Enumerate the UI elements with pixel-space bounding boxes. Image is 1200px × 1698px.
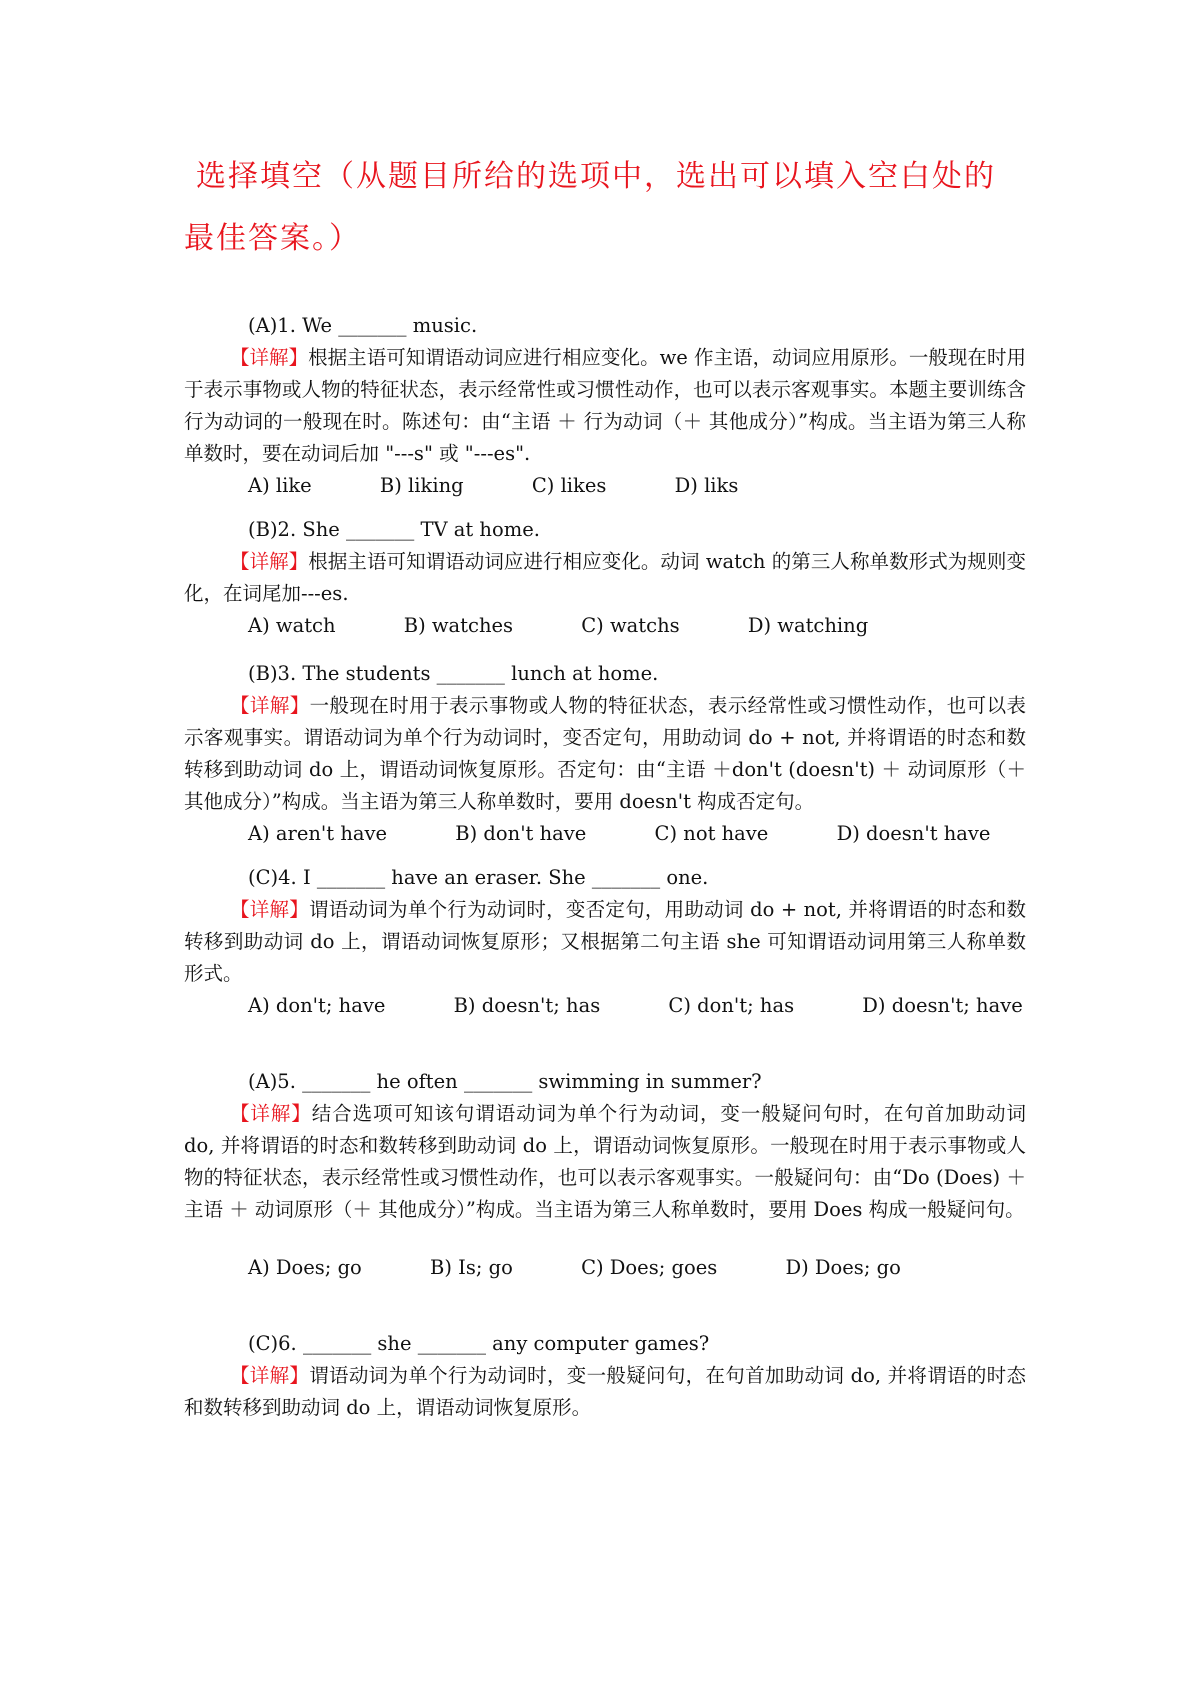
question-stem: (B)2. She _______ TV at home. [248, 518, 540, 541]
option-a: A) like [248, 474, 312, 497]
question-stem: (C)6. _______ she _______ any computer games? [248, 1332, 710, 1355]
explanation-text: 谓语动词为单个行为动词时，变一般疑问句，在句首加助动词 do, 并将谓语的时态和数转移到助动词 do 上，谓语动词恢复原形。 [184, 1364, 1026, 1419]
question-explanation [184, 342, 1026, 470]
question-1 [184, 310, 1026, 502]
question-4 [184, 862, 1026, 1022]
detail-tag: 【详解】 [230, 1364, 310, 1387]
option-a: A) aren't have [248, 822, 388, 845]
explanation-text: 结合选项可知该句谓语动词为单个行为动词，变一般疑问句时，在句首加助动词 do, 并将谓语的时态和数转移到助动词 do 上，谓语动词恢复原形。一般现在时用于表示事物或人物的特征状态，表示经常性或习惯性动作，也可以表示客观事实。一般疑问句：由“Do (Does) ＋ 主语 ＋ 动词原形（＋ 其他成分）”构成。当主语为第三人称单数时，要用 Does 构成一般疑问句。 [184, 1102, 1026, 1221]
option-d: D) doesn't; have [862, 994, 1023, 1017]
answer-options [184, 470, 1026, 502]
explanation-text: 根据主语可知谓语动词应进行相应变化。we 作主语，动词应用原形。一般现在时用于表示事物或人物的特征状态，表示经常性或习惯性动作，也可以表示客观事实。本题主要训练含行为动词的一般现在时。陈述句：由“主语 ＋ 行为动词（＋ 其他成分）”构成。当主语为第三人称单数时，要在动词后加 "---s" 或 "---es". [184, 346, 1026, 465]
detail-tag: 【详解】 [230, 898, 310, 921]
question-stem: (A)5. _______ he often _______ swimming in summer? [248, 1070, 762, 1093]
option-c: C) don't; has [668, 994, 795, 1017]
answer-options [184, 818, 1026, 850]
question-2 [184, 514, 1026, 642]
option-d: D) liks [674, 474, 739, 497]
question-explanation [184, 1098, 1026, 1226]
question-stem: (B)3. The students _______ lunch at home. [248, 662, 659, 685]
detail-tag: 【详解】 [230, 694, 310, 717]
explanation-text: 谓语动词为单个行为动词时，变否定句，用助动词 do + not, 并将谓语的时态和数转移到助动词 do 上，谓语动词恢复原形；又根据第二句主语 she 可知谓语动词用第三人称单数形式。 [184, 898, 1026, 985]
question-explanation [184, 1360, 1026, 1424]
question-explanation [184, 690, 1026, 818]
option-a: A) don't; have [248, 994, 386, 1017]
answer-options [184, 990, 1026, 1022]
question-explanation [184, 546, 1026, 610]
option-b: B) watches [403, 614, 514, 637]
option-d: D) doesn't have [836, 822, 991, 845]
section-title: 选择填空（从题目所给的选项中，选出可以填入空白处的最佳答案。） [184, 159, 996, 256]
question-6 [184, 1328, 1026, 1424]
detail-tag: 【详解】 [230, 550, 309, 573]
option-c: C) not have [654, 822, 769, 845]
answer-options [184, 1252, 1026, 1284]
option-d: D) watching [747, 614, 869, 637]
option-d: D) Does; go [785, 1256, 901, 1279]
option-b: B) don't have [455, 822, 587, 845]
option-c: C) likes [531, 474, 607, 497]
explanation-text: 根据主语可知谓语动词应进行相应变化。动词 watch 的第三人称单数形式为规则变化，在词尾加---es. [184, 550, 1026, 605]
detail-tag: 【详解】 [230, 346, 309, 369]
option-c: C) watchs [581, 614, 680, 637]
explanation-text: 一般现在时用于表示事物或人物的特征状态，表示经常性或习惯性动作，也可以表示客观事实。谓语动词为单个行为动词时，变否定句，用助动词 do + not, 并将谓语的时态和数转移到助动词 do 上，谓语动词恢复原形。否定句：由“主语 ＋don't (doesn't) ＋ 动词原形（＋ 其他成分）”构成。当主语为第三人称单数时，要用 doesn't 构成否定句。 [184, 694, 1026, 813]
question-3 [184, 658, 1026, 850]
answer-options [184, 610, 1026, 642]
detail-tag: 【详解】 [230, 1102, 312, 1125]
option-a: A) watch [248, 614, 336, 637]
option-b: B) liking [379, 474, 464, 497]
option-a: A) Does; go [248, 1256, 362, 1279]
question-stem: (A)1. We _______ music. [248, 314, 478, 337]
option-b: B) doesn't; has [453, 994, 601, 1017]
option-b: B) Is; go [430, 1256, 513, 1279]
question-stem: (C)4. I _______ have an eraser. She _______ one. [248, 866, 709, 889]
option-c: C) Does; goes [581, 1256, 718, 1279]
question-5 [184, 1066, 1026, 1284]
question-explanation [184, 894, 1026, 990]
